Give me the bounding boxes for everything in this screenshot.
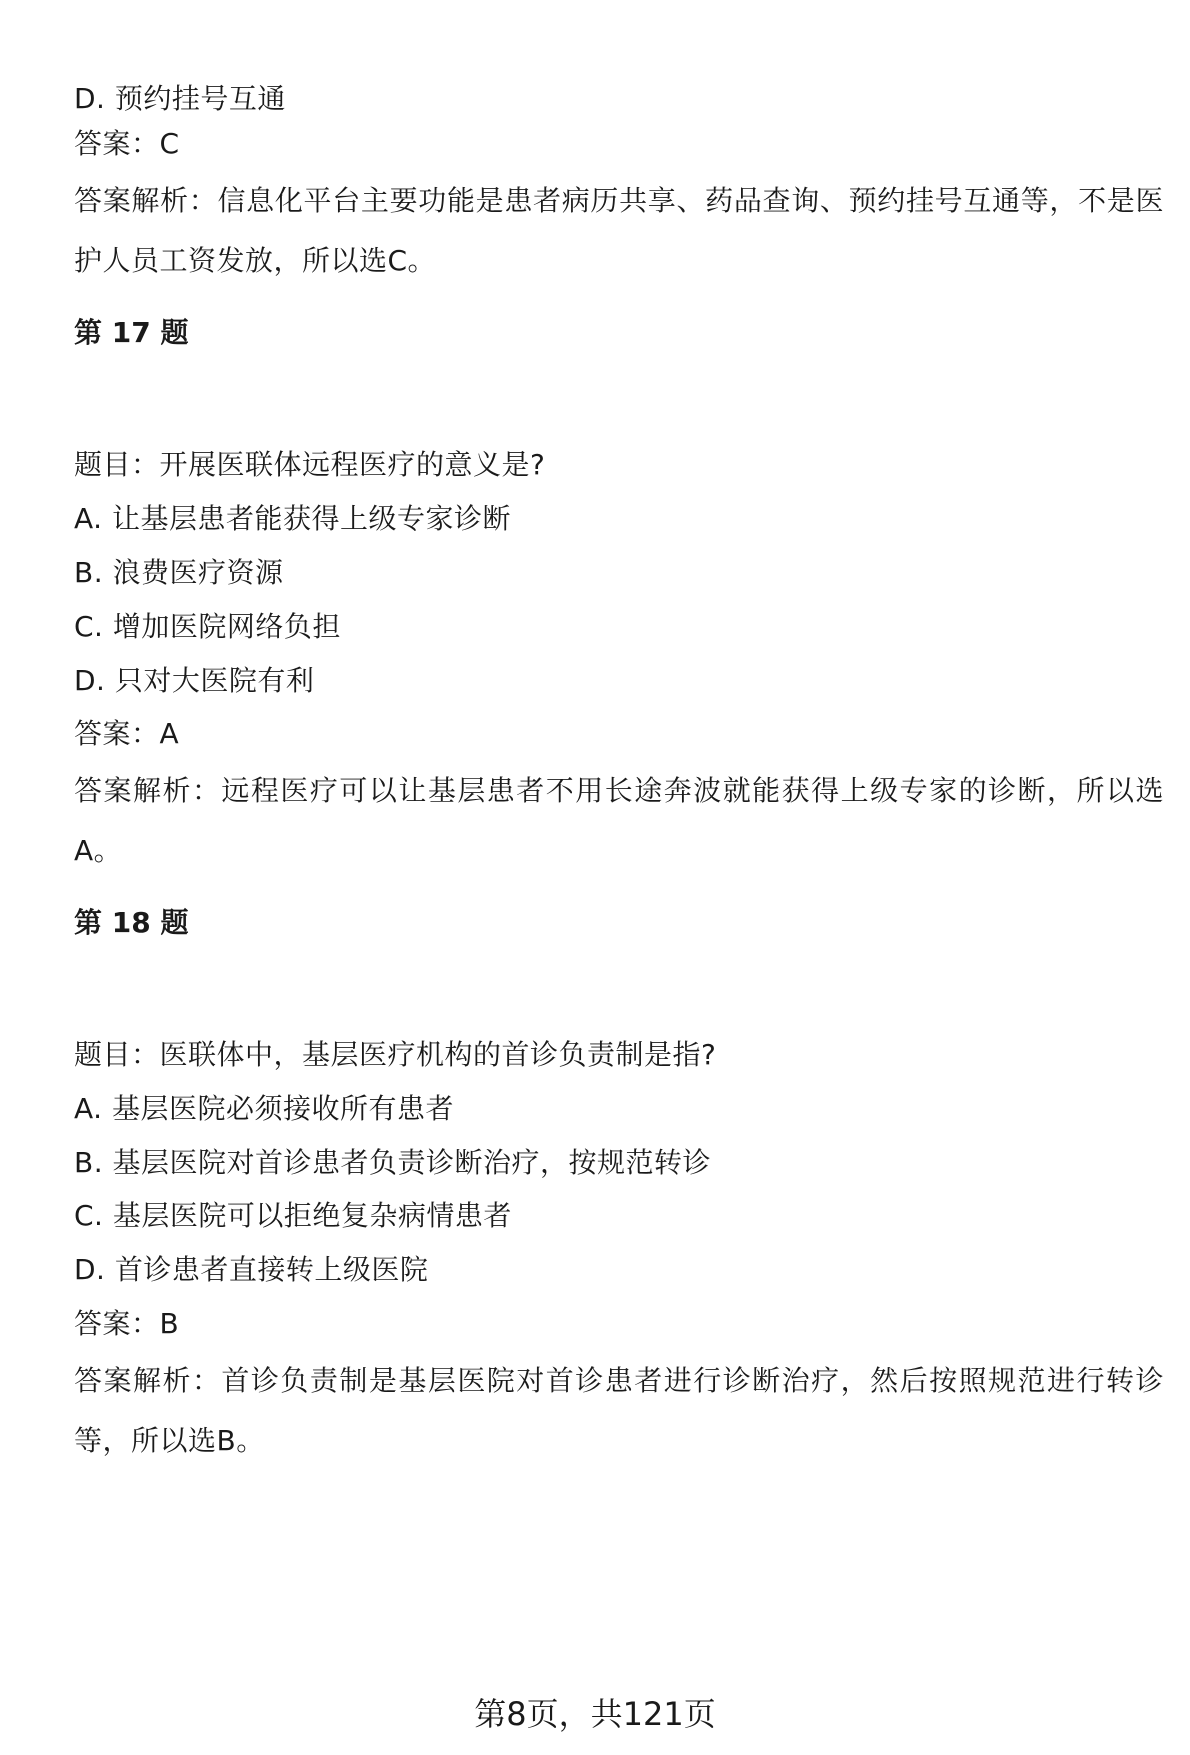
- option-a-18: A. 基层医院必须接收所有患者: [74, 1092, 454, 1125]
- option-d-18: D. 首诊患者直接转上级医院: [74, 1253, 429, 1286]
- answer: 答案：C: [74, 127, 180, 160]
- option-d-17: D. 只对大医院有利: [74, 664, 315, 697]
- question-heading-17: 第 17 题: [74, 316, 189, 349]
- option-c-17: C. 增加医院网络负担: [74, 610, 341, 643]
- question-heading-18: 第 18 题: [74, 906, 189, 939]
- answer-17: 答案：A: [74, 717, 180, 750]
- option-b-18: B. 基层医院对首诊患者负责诊断治疗，按规范转诊: [74, 1146, 712, 1179]
- answer-explanation-18: 答案解析：首诊负责制是基层医院对首诊患者进行诊断治疗，然后按照规范进行转诊等，所以选B。: [74, 1364, 1164, 1457]
- question-text-18: 题目：医联体中，基层医疗机构的首诊负责制是指?: [74, 1038, 717, 1071]
- answer-explanation: 答案解析：信息化平台主要功能是患者病历共享、药品查询、预约挂号互通等，不是医护人员工资发放，所以选C。: [74, 184, 1164, 277]
- answer-explanation-17: 答案解析：远程医疗可以让基层患者不用长途奔波就能获得上级专家的诊断，所以选A。: [74, 774, 1164, 867]
- question-text-17: 题目：开展医联体远程医疗的意义是?: [74, 448, 546, 481]
- option-a-17: A. 让基层患者能获得上级专家诊断: [74, 502, 511, 535]
- option-c-18: C. 基层医院可以拒绝复杂病情患者: [74, 1199, 512, 1232]
- option-b-17: B. 浪费医疗资源: [74, 556, 284, 589]
- answer-18: 答案：B: [74, 1307, 180, 1340]
- page-number: 第8页，共121页: [474, 1695, 716, 1733]
- option-d: D. 预约挂号互通: [74, 82, 286, 115]
